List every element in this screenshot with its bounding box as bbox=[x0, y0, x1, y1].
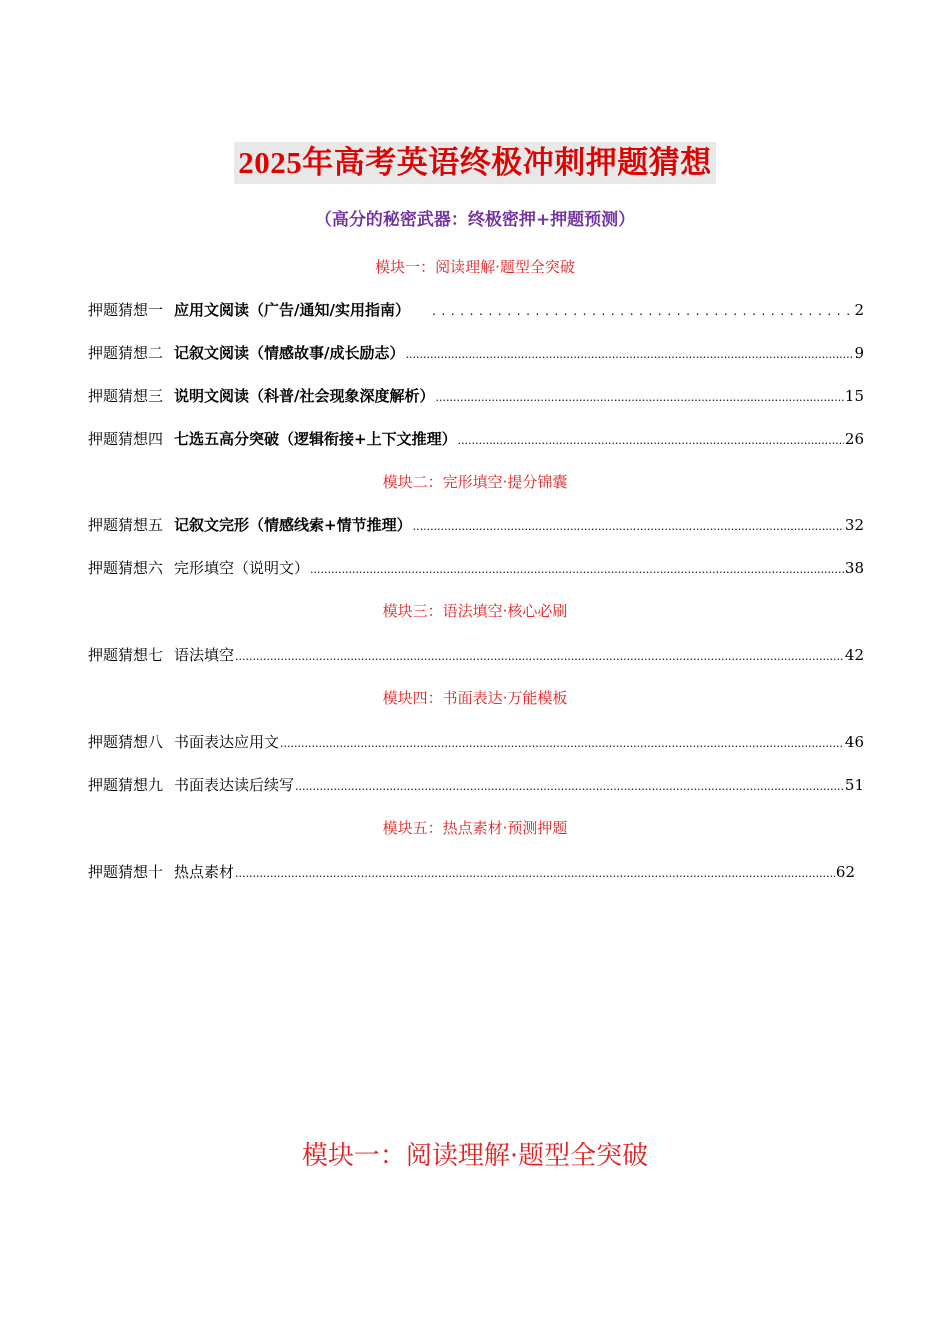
toc-key: 押题猜想五 bbox=[88, 516, 164, 534]
toc-entry-10[interactable] bbox=[88, 860, 855, 884]
toc-key: 押题猜想六 bbox=[88, 559, 164, 577]
toc-entry-4[interactable] bbox=[88, 427, 864, 451]
toc-leader bbox=[235, 862, 835, 886]
module-heading-2: 模块二：完形填空·提分锦囊 bbox=[382, 473, 568, 491]
toc-entry-6[interactable] bbox=[88, 556, 864, 580]
toc-leader bbox=[432, 299, 853, 323]
module-heading-1: 模块一：阅读理解·题型全突破 bbox=[375, 258, 575, 276]
toc-page-number: 2 bbox=[854, 301, 864, 319]
toc-leader bbox=[413, 515, 844, 539]
toc-label: 记叙文阅读（情感故事/成长励志） bbox=[174, 344, 405, 362]
toc-entry-5[interactable] bbox=[88, 513, 864, 537]
toc-page-number: 46 bbox=[844, 733, 864, 751]
toc-label: 应用文阅读（广告/通知/实用指南） bbox=[174, 301, 410, 319]
toc-page-number: 62 bbox=[835, 863, 855, 881]
toc-leader bbox=[295, 775, 844, 799]
toc-label: 记叙文完形（情感线索+情节推理） bbox=[174, 516, 412, 534]
document-subtitle: （高分的秘密武器：终极密押+押题预测） bbox=[314, 210, 636, 230]
toc-leader bbox=[436, 386, 844, 410]
toc-label: 书面表达应用文 bbox=[174, 733, 280, 751]
toc-leader bbox=[458, 429, 844, 453]
toc-label: 说明文阅读（科普/社会现象深度解析） bbox=[174, 387, 435, 405]
toc-page-number: 9 bbox=[854, 344, 864, 362]
toc-key: 押题猜想二 bbox=[88, 344, 164, 362]
toc-page-number: 26 bbox=[844, 430, 864, 448]
toc-label: 七选五高分突破（逻辑衔接+上下文推理） bbox=[174, 430, 457, 448]
module-heading-5: 模块五：热点素材·预测押题 bbox=[382, 819, 568, 837]
toc-label: 热点素材 bbox=[174, 863, 235, 881]
toc-page-number: 15 bbox=[844, 387, 864, 405]
toc-page-number: 32 bbox=[844, 516, 864, 534]
toc-leader bbox=[406, 343, 854, 367]
toc-entry-1[interactable] bbox=[88, 298, 864, 322]
toc-page-number: 38 bbox=[844, 559, 864, 577]
title-container bbox=[0, 142, 950, 184]
toc-entry-2[interactable] bbox=[88, 341, 864, 365]
toc-page-number: 51 bbox=[844, 776, 864, 794]
toc-entry-8[interactable] bbox=[88, 730, 864, 754]
toc-leader bbox=[280, 732, 844, 756]
toc-key: 押题猜想九 bbox=[88, 776, 164, 794]
toc-entry-9[interactable] bbox=[88, 773, 864, 797]
section-heading-module-1: 模块一：阅读理解·题型全突破 bbox=[301, 1141, 649, 1171]
module-heading-4: 模块四：书面表达·万能模板 bbox=[382, 689, 568, 707]
module-heading-3: 模块三：语法填空·核心必刷 bbox=[382, 602, 568, 620]
toc-key: 押题猜想三 bbox=[88, 387, 164, 405]
toc-key: 押题猜想一 bbox=[88, 301, 164, 319]
toc-key: 押题猜想四 bbox=[88, 430, 164, 448]
toc-leader bbox=[235, 645, 844, 669]
toc-entry-7[interactable] bbox=[88, 643, 864, 667]
toc-key: 押题猜想八 bbox=[88, 733, 164, 751]
toc-label: 完形填空（说明文） bbox=[174, 559, 310, 577]
toc-entry-3[interactable] bbox=[88, 384, 864, 408]
document-title: 2025年高考英语终极冲刺押题猜想 bbox=[234, 142, 716, 184]
toc-label: 书面表达读后续写 bbox=[174, 776, 295, 794]
toc-key: 押题猜想十 bbox=[88, 863, 164, 881]
toc-key: 押题猜想七 bbox=[88, 646, 164, 664]
toc-page-number: 42 bbox=[844, 646, 864, 664]
toc-label: 语法填空 bbox=[174, 646, 235, 664]
toc-leader bbox=[310, 558, 844, 582]
